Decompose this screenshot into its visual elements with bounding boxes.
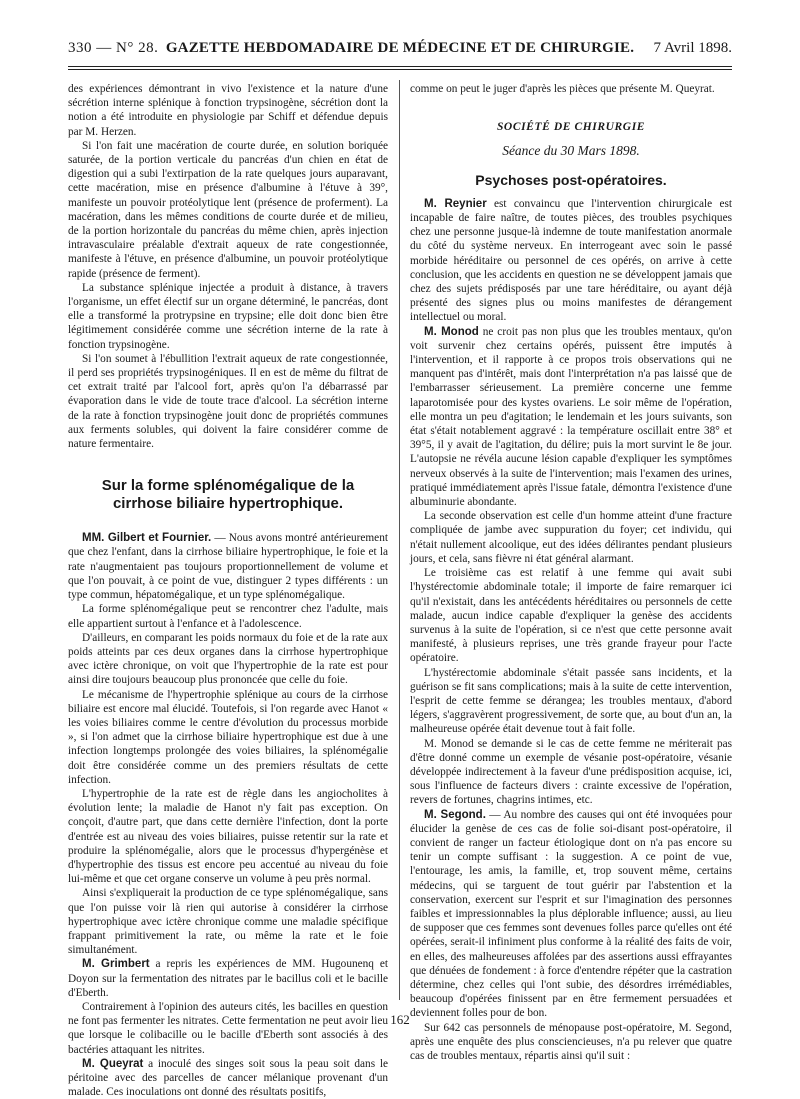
paragraph: comme on peut le juger d'après les pièces que présente M. Queyrat. — [410, 83, 715, 95]
page-number-issue: 330 — N° 28. — [68, 40, 159, 56]
paragraph — [68, 1057, 388, 1099]
footer-page-number: 162 — [390, 1012, 410, 1027]
paragraph: La seconde observation est celle d'un homme atteint d'une fracture compliquée de jambe avec suppuration du foyer; cet individu, qui n'était nullement alcoolique, eut des idées délirantes pendant plusieurs jours, et cela, sans fièvre ni état général alarmant. — [410, 510, 732, 565]
paragraph: La forme splénomégalique peut se rencontrer chez l'adulte, mais elle appartient surtout à l'enfance et à l'adolescence. — [68, 603, 388, 630]
left-column — [68, 82, 388, 1099]
paragraph-text: — Au nombre des causes qui ont été invoquées pour élucider la genèse de ces cas de folie soi-disant post-opératoire, il convient de ranger un facteur étiologique dont on n'a pas encore su tenir un compte suffisant : la suggestion. A ce point de vue, l'entourage, les amis, la famille, et, trop souvent même, certains médecins, qui se targuent de tout guérir par l'abstention et la conservation, exercent sur l'esprit et sur l'imagination des personnes faibles et impressionnables la plus déplorable influence; aussi, au lieu de supposer que ces femmes sont devenues folles parce qu'elles ont été opérées, serait-il infiniment plus conforme à la réalité des faits de voir, en elles, des malheureuses affolées par des assertions aussi effrayantes que dénuées de fondement : à force d'entendre répéter que la castration détermine, chez celles qui l'ont subie, des désordres irrémédiables, beaucoup d'opérées finissent par en être fermement persuadées et deviennent folles pour de bon. — [410, 808, 732, 1020]
right-column — [410, 82, 732, 1063]
issue-date: 7 Avril 1898. — [653, 40, 732, 56]
session-date: Séance du 30 Mars 1898. — [502, 143, 640, 159]
section-title: Psychoses post-opératoires. — [475, 171, 667, 188]
column-divider — [399, 80, 400, 1000]
paragraph — [68, 957, 388, 1000]
paragraph: Si l'on fait une macération de courte durée, en solution boriquée saturée, de la portion verticale du pancréas d'un chien en état de digestion qui a subi l'extirpation de la rate quelques jours auparavant, cette macération, mise en présence d'albumine à l'étuve à 39°, manifeste un pouvoir protéolytique lent (présence de proferment). La macération, dans les mêmes conditions de courte durée et de milieu, de la portion horizontale du pancréas du même chien, après injection intravasculaire préalable d'extrait aqueux de rate congestionnée, manifeste à l'étuve, en présence d'albumine, un pouvoir protéolytique rapide (présence de ferment). — [68, 139, 388, 280]
paragraph — [68, 531, 388, 602]
journal-title: GAZETTE HEBDOMADAIRE DE MÉDECINE ET DE CHIRURGIE. — [165, 40, 635, 56]
page-header — [68, 40, 732, 64]
paragraph-text: ne croit pas non plus que les troubles mentaux, qu'on voit survenir chez certains opérés, puissent être imputés à l'intervention, et il rapporte à ce propos trois observations qui ne manquent pas d'intérêt, mais dont l'interprétation n'a pas laissé que de l'embarrasser sérieusement. La première concerne une femme laparotomisée pour des kystes ovariens. Le soir même de l'opération, elle montra un peu d'agitation; le lendemain et les jours suivants, son état s'était notablement aggravé : la température oscillait entre 38° et 39°5, il y avait de l'agitation, du délire; puis la mort survint le 8e jour. L'autopsie ne révéla aucune lésion capable d'expliquer les symptômes nerveux observés à la suite de l'intervention; mais l'examen des urines, pratiqué immédiatement après l'issue fatale, démontra l'existence d'une albuminurie abondante. — [410, 325, 732, 509]
paragraph — [410, 197, 732, 325]
paragraph: Contrairement à l'opinion des auteurs cités, les bacilles en question ne font pas fermenter les nitrates. Cette fermentation ne peut avoir lieu que lorsque le colibacille ou le bacille d'Eberth sont associés à des bactéries attaquant les nitrites. — [68, 1000, 388, 1056]
paragraph-text: — Nous avons montré antérieurement que chez l'enfant, dans la cirrhose biliaire hypertrophique, le foie et la rate n'augmentaient pas toujours proportionnellement de volume et que l'on pouvait, à ce point de vue, distinguer 2 types différents : un type commun, hépatomégalique, et un type splénomégalique. — [68, 532, 388, 602]
paragraph: Si l'on soumet à l'ébullition l'extrait aqueux de rate congestionnée, il perd ses propriétés trypsinogéniques. Il en est de même du filtrat de cet extrait traité par l'alcool fort, après qu'on l'a débarrassé par évaporation dans le vide de toute trace d'alcool. La sécrétion interne de la rate à fonction trypsinogène jouit donc de propriétés communes aux ferments solubles, qui doivent la faire considérer comme de nature fermentaire. — [68, 352, 388, 451]
paragraph-text: est convaincu que l'intervention chirurgicale est incapable de faire naître, de toutes pièces, des troubles psychiques chez une personne jusque-là indemne de toute manifestation anormale du côté du système nerveux. En interrogeant avec soin le passé morbide héréditaire ou personnel de ces opérés, on arrive à cette conclusion, que les accidents en question ne se développent jamais que chez des sujets prédisposés par une tare héréditaire, ou ayant déjà présenté des signes plus ou moins manifestes de dérangement intellectuel ou moral. — [410, 197, 732, 324]
speaker-name: M. Grimbert — [82, 958, 150, 971]
speaker-name: M. Monod — [424, 325, 479, 338]
header-rule-double — [68, 69, 732, 70]
paragraph: La substance splénique injectée a produit à distance, à travers l'organisme, un effet électif sur un organe déterminé, le pancréas, dont elle a transformé la protrypsine en trypsine; elle doit donc bien être légitimement considérée comme une sécrétion interne de la rate à fonction trypsinogène. — [68, 281, 388, 351]
paragraph: des expériences démontrant in vivo l'existence et la nature d'une sécrétion interne splénique à fonction trypsinogène, sécrétion dont la notion a été introduite en physiologie par Schiff et défendue depuis par M. Herzen. — [68, 83, 388, 138]
paragraph: Ainsi s'expliquerait la production de ce type splénomégalique, sans que l'on puisse voir là rien qui autorise à considérer la cirrhose hypertrophique avec ictère chronique comme une maladie spécifique frappant primitivement la rate, ou même la rate et le foie simultanément. — [68, 887, 388, 957]
paragraph: M. Monod se demande si le cas de cette femme ne mériterait pas d'être donné comme un exemple de vésanie post-opératoire, vésanie développée indirectement à la faveur d'une prédisposition acquise, ici, sous l'influence de facteurs divers : crainte excessive de l'opération, revers de fortunes, chagrins intimes, etc. — [410, 737, 732, 807]
header-rule — [68, 66, 732, 67]
speaker-name: M. Segond. — [424, 808, 486, 821]
paragraph: Sur 642 cas personnels de ménopause post-opératoire, M. Segond, après une enquête des plus consciencieuses, n'a pu relever que quatre cas de troubles mentaux, répartis ainsi qu'il suit : — [410, 1021, 732, 1062]
paragraph: Le mécanisme de l'hypertrophie splénique au cours de la cirrhose biliaire est encore mal élucidé. Toutefois, si l'on regarde avec Hanot « les voies biliaires comme le centre d'évolution du processus morbide », si l'on admet que la cirrhose biliaire hypertrophique est due à une infection longtemps prolongée des voies biliaires, la splénomégalie doit être considérée comme un des premiers résultats de cette infection. — [68, 688, 388, 786]
paragraph: Le troisième cas est relatif à une femme qui avait subi l'hystérectomie abdominale totale; il importe de faire remarquer ici qu'il n'existait, dans les antécédents héréditaires ou personnels de cette malade, aucun indice capable d'expliquer la genèse des accidents survenus à la suite de l'opération, si ce n'est que cette personne avait manifesté, à plusieurs reprises, une très grande frayeur pour l'acte opératoire. — [410, 567, 732, 665]
speaker-name: M. Queyrat — [82, 1057, 144, 1070]
paragraph: L'hystérectomie abdominale s'était passée sans incidents, et la guérison se fit sans complications; mais à la suite de cette intervention, l'esprit de cette femme se dérangea; les troubles mentaux, d'abord légers, s'aggravèrent progressivement, de sorte que, au bout d'un an, la malheureuse opérée était devenue tout à fait folle. — [410, 666, 732, 736]
paragraph-text: a inoculé des singes soit sous la peau soit dans le péritoine avec des parcelles de cancer mélanique provenant d'un malade. Ces inoculations ont donné des résultats positifs, — [68, 1057, 388, 1099]
paragraph: L'hypertrophie de la rate est de règle dans les angiocholites à évolution lente; la maladie de Hanot n'y fait pas exception. On conçoit, d'autre part, que dans cette dernière l'infection, dont la porte d'entrée est au niveau des voies biliaires, puisse retentir sur la rate et produire la splénomégalie, alors que le processus d'hypergénèse et d'hypertrophie des tissus est encore peu accentué au niveau du foie lui-même et que cet organe conserve un volume à peu près normal. — [68, 787, 388, 886]
speaker-name: M. Reynier — [424, 197, 487, 210]
paragraph: D'ailleurs, en comparant les poids normaux du foie et de la rate aux poids atteints par ces deux organes dans la cirrhose hypertrophique avec ictère chronique, on voit que l'hypertrophie de la rate est pour ainsi dire toujours beaucoup plus prononcée que celle du foie. — [68, 631, 388, 687]
paragraph-text: a repris les expériences de MM. Hugounenq et Doyon sur la fermentation des nitrates par le bacillus coli et le bacille d'Eberth. — [68, 958, 388, 999]
society-heading: SOCIÉTÉ DE CHIRURGIE — [496, 121, 646, 134]
section-title: Sur la forme splénomégalique de la cirrhose biliaire hypertrophique. — [101, 477, 355, 513]
paragraph — [410, 325, 732, 510]
speaker-name: MM. Gilbert et Fournier. — [82, 532, 212, 545]
paragraph — [410, 808, 732, 1021]
